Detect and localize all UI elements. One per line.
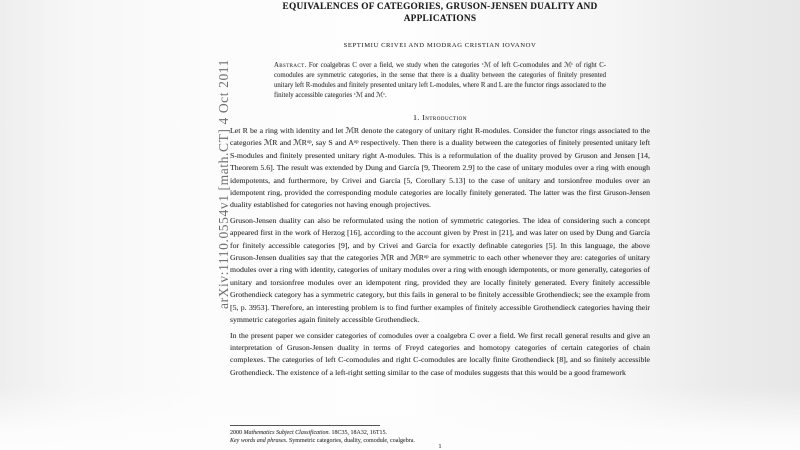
footnotes-block <box>230 425 650 445</box>
footnote-msc-codes: 18C35, 18A32, 16T15. <box>330 430 387 436</box>
abstract-text: For coalgebras C over a field, we study when the categories ᶜℳ of left C-comodules and ℳᶜ of right C-comodules are symmetric categories, in the sense that there is a duality between the categories of finitely presented unitary left R-modules and finitely presented unitary left L-modules, where R and L are the functor rings associated to the finitely accessible categories ᶜℳ and ℳᶜ. <box>274 62 606 99</box>
intro-paragraph-2: Gruson-Jensen duality can also be reformulated using the notion of symmetric categories. The idea of considering such a concept appeared first in the work of Herzog [16], according to the account given by Prest in [21], and was later on used by Dung and García for finitely accessible categories [9], and by Crivei and García for exactly definable categories [5]. In this language, the above Gruson-Jensen dualities say that the categories ℳR and ℳRᵒᵖ are symmetric to each other whenever they are: categories of unitary modules over a ring with identity, categories of unitary modules over a ring with enough idempotents, or more generally, categories of unitary and torsionfree modules over an idempotent ring, provided they are locally finitely generated. Every finitely accessible Grothendieck category has a symmetric category, but this fails in general to be finitely accessible Grothendieck; see the example from [5, p. 3953]. Therefore, an interesting problem is to find further examples of finitely accessible Grothendieck categories having their symmetric categories again finitely accessible Grothendieck. <box>230 215 650 325</box>
page-number: 1 <box>438 443 442 450</box>
intro-paragraph-3: In the present paper we consider categories of comodules over a coalgebra C over a field. We first recall general results and give an interpretation of Gruson-Jensen duality in terms of Freyd categories and homotopy categories of certain categories of chain complexes. The categories of left C-comodules and right C-comodules are locally finite Grothendieck [8], and so finitely accessible Grothendieck. The existence of a left-right setting similar to the case of modules suggests that this would be a good framework <box>230 330 650 377</box>
footnote-msc-label: Mathematics Subject Classification. <box>243 430 330 436</box>
abstract <box>274 61 606 101</box>
intro-paragraph-1: Let R be a ring with identity and let ℳR denote the category of unitary right R-modules. Consider the functor rings associated to the categories ℳR and ℳRᵒᵖ, say S and Aᵒᵖ respectively. Then there is a duality between the categories of finitely presented unitary left S-modules and finitely presented unitary right A-modules. This is a reformulation of the duality proved by Gruson and Jensen [14, Theorem 5.6]. The result was extended by Dung and García [9, Theorem 2.9] to the case of unitary modules over a ring with enough idempotents, and furthermore, by Crivei and García [5, Corollary 5.13] to the case of unitary and torsionfree modules over an idempotent ring, provided the corresponding module categories are locally finitely generated. The latter was the first Gruson-Jensen duality established for categories not having enough projectives. <box>230 126 650 210</box>
footnote-msc <box>230 429 650 437</box>
footnote-rule <box>230 425 380 426</box>
paper-title <box>230 0 650 25</box>
arxiv-watermark: arXiv:1110.0554v1 [math.CT] 4 Oct 2011 <box>216 59 231 310</box>
footnote-keywords-list: Symmetric categories, duality, comodule, coalgebra. <box>287 438 415 444</box>
section-heading-introduction: 1. Introduction <box>413 113 467 122</box>
footnote-keywords-label: Key words and phrases. <box>230 438 288 444</box>
paper-title-line-2: APPLICATIONS <box>403 14 477 24</box>
paper-content-column <box>230 0 650 450</box>
abstract-label: Abstract. <box>274 62 307 69</box>
footnote-msc-prefix: 2000 <box>230 430 244 436</box>
paper-title-line-1: EQUIVALENCES OF CATEGORIES, GRUSON-JENSEN DUALITY AND <box>282 2 598 12</box>
paper-authors: SEPTIMIU CRIVEI AND MIODRAG CRISTIAN IOVANOV <box>343 42 537 49</box>
